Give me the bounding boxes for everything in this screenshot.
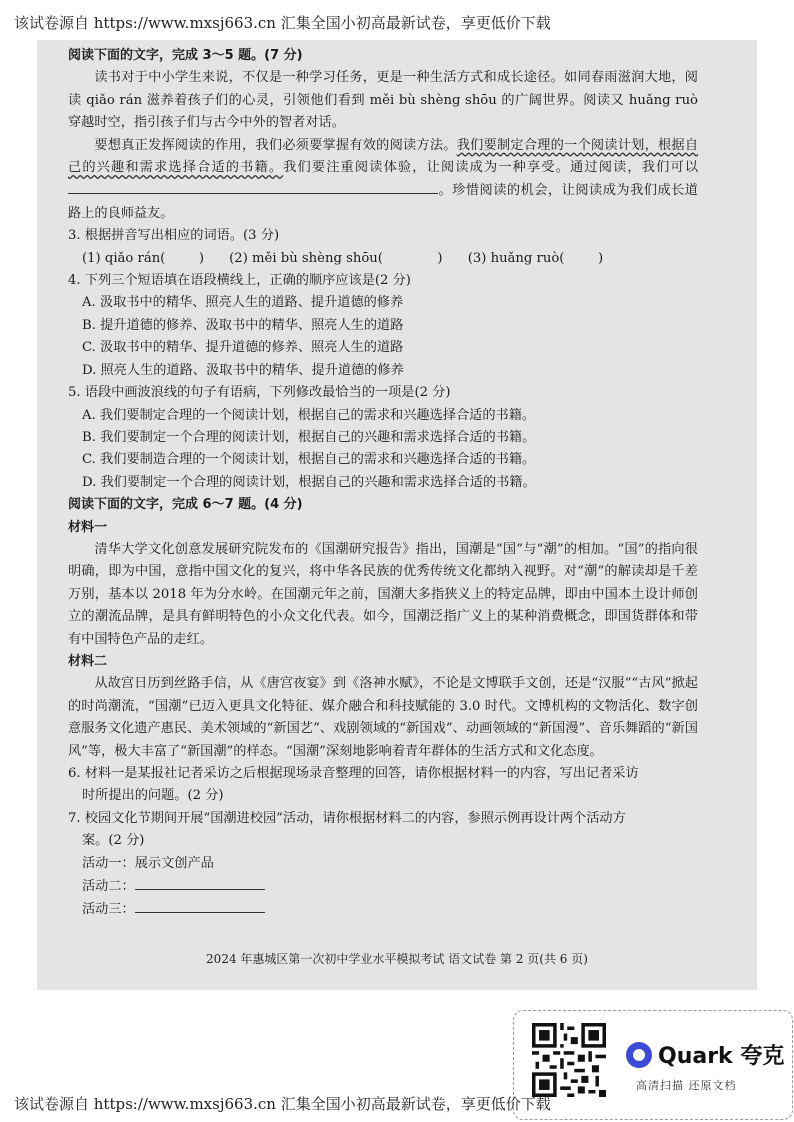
wavy-sentence: 我们要制定合理的一个阅读计划，根据自己的兴趣和需求选择合适的书籍。 — [68, 137, 699, 176]
q7-stem: 7. 校园文化节期间开展“国潮进校园”活动，请你根据材料二的内容，参照示例再设计两个活动方 — [68, 810, 626, 826]
qr-code-icon — [532, 1023, 606, 1097]
material-1-text: 清华大学文化创意发展研究院发布的《国潮研究报告》指出，国潮是“国”与“潮”的相加。“国”的指向很明确，即为中国，意指中国文化的复兴，将中华各民族的优秀传统文化都纳入视野。对“潮”的解读却是千差万别，基本以 2018 年为分水岭。在国潮元年之前，国潮大多指狭义上的特定品牌，即由中国本土设计师创立的潮流品牌，是具有鲜明特色的小众文化代表。如今，国潮泛指广义上的某种消费概念，即国货群体和带有中国特色产品的走红。 — [68, 541, 698, 647]
q6-stem-cont: 时所提出的问题。(2 分) — [82, 788, 224, 804]
material-1-title: 材料一 — [68, 519, 108, 535]
activity-2-blank[interactable] — [135, 875, 265, 890]
activity-2 — [68, 875, 698, 898]
p2-mid: 我们要注重阅读体验，让阅读成为一种享受。通过阅读，我们可以 — [283, 160, 699, 176]
q4-option-c: C. 汲取书中的精华、提升道德的修养、照亮人生的道路 — [82, 340, 404, 356]
source-banner-top: 该试卷源自 https://www.mxsj663.cn 汇集全国小初高最新试卷，享更低价下载 — [14, 14, 551, 32]
page-footer: 2024 年惠城区第一次初中学业水平模拟考试 语文试卷 第 2 页(共 6 页) — [206, 952, 588, 966]
q4-option-a: A. 汲取书中的精华、照亮人生的道路、提升道德的修养 — [82, 295, 404, 311]
section2-heading: 阅读下面的文字，完成 6～7 题。(4 分) — [68, 497, 303, 513]
activity-3 — [68, 898, 698, 921]
q5-option-d: D. 我们要制定一个合理的阅读计划，根据自己的兴趣和需求选择合适的书籍。 — [82, 474, 536, 490]
q5-option-b: B. 我们要制定一个合理的阅读计划，根据自己的兴趣和需求选择合适的书籍。 — [82, 429, 536, 445]
source-banner-bottom: 该试卷源自 https://www.mxsj663.cn 汇集全国小初高最新试卷，享更低价下载 — [14, 1095, 551, 1113]
q3-items: (1) qiǎo rán( ) (2) měi bù shèng shōu( ) (3) huǎng ruò( ) — [82, 250, 604, 266]
q4-stem: 4. 下列三个短语填在语段横线上，正确的顺序应该是(2 分) — [68, 273, 411, 289]
activity-2-label: 活动二： — [82, 879, 135, 895]
quark-logo-icon — [626, 1042, 652, 1068]
q5-option-a: A. 我们要制定合理的一个阅读计划，根据自己的需求和兴趣选择合适的书籍。 — [82, 407, 536, 423]
quark-tagline: 高清扫描 还原文档 — [636, 1079, 737, 1092]
p2-start: 要想真正发挥阅读的作用，我们必须要掌握有效的阅读方法。 — [94, 137, 457, 153]
p2-end: 。珍惜阅读的机会，让阅读成为我们成长道路上的良师益友。 — [68, 183, 698, 221]
q3-stem: 3. 根据拼音写出相应的词语。(3 分) — [68, 228, 280, 244]
quark-watermark — [513, 1010, 793, 1120]
quark-name: Quark 夸克 — [658, 1044, 785, 1069]
q4-option-d: D. 照亮人生的道路、汲取书中的精华、提升道德的修养 — [82, 362, 404, 378]
passage-paragraph-2 — [68, 135, 698, 226]
section1-heading: 阅读下面的文字，完成 3～5 题。(7 分) — [68, 48, 303, 63]
q6-stem: 6. 材料一是某报社记者采访之后根据现场录音整理的回答，请你根据材料一的内容，写出记者采访 — [68, 766, 639, 781]
activity-3-blank[interactable] — [135, 898, 265, 913]
q7-stem-cont: 案。(2 分) — [82, 833, 145, 849]
activity-3-label: 活动三： — [82, 902, 135, 918]
q5-stem: 5. 语段中画波浪线的句子有语病，下列修改最恰当的一项是(2 分) — [68, 385, 451, 401]
quark-logo — [626, 1039, 784, 1070]
material-2-title: 材料二 — [68, 653, 108, 669]
activity-1: 活动一：展示文创产品 — [82, 855, 214, 871]
material-2-text: 从故宫日历到丝路手信，从《唐宫夜宴》到《洛神水赋》，不论是文博联手文创，还是“汉服”“古风”掀起的时尚潮流，“国潮”已迈入更具文化特征、媒介融合和科技赋能的 3.0 时代。文博机构的文物活化、数字创意服务文化遗产惠民、美术领域的“新国艺”、戏剧领域的“新国戏”、动画领域的“新国漫”、音乐舞蹈的“新国风”等，极大丰富了“新国潮”的样态。“国潮”深刻地影响着青年群体的生活方式和文化态度。 — [68, 676, 698, 759]
passage-paragraph-1: 读书对于中小学生来说，不仅是一种学习任务，更是一种生活方式和成长途径。如同春雨滋润大地，阅读 qiǎo rán 滋养着孩子们的心灵，引领他们看到 měi bù shèng shōu 的广阔世界。阅读又 huǎng ruò 穿越时空，指引孩子们与古今中外的智者对话。 — [68, 70, 698, 131]
exam-content — [68, 45, 698, 922]
answer-blank[interactable] — [68, 179, 438, 194]
q5-option-c: C. 我们要制造合理的一个阅读计划，根据自己的需求和兴趣选择合适的书籍。 — [82, 452, 536, 468]
q4-option-b: B. 提升道德的修养、汲取书中的精华、照亮人生的道路 — [82, 317, 404, 333]
